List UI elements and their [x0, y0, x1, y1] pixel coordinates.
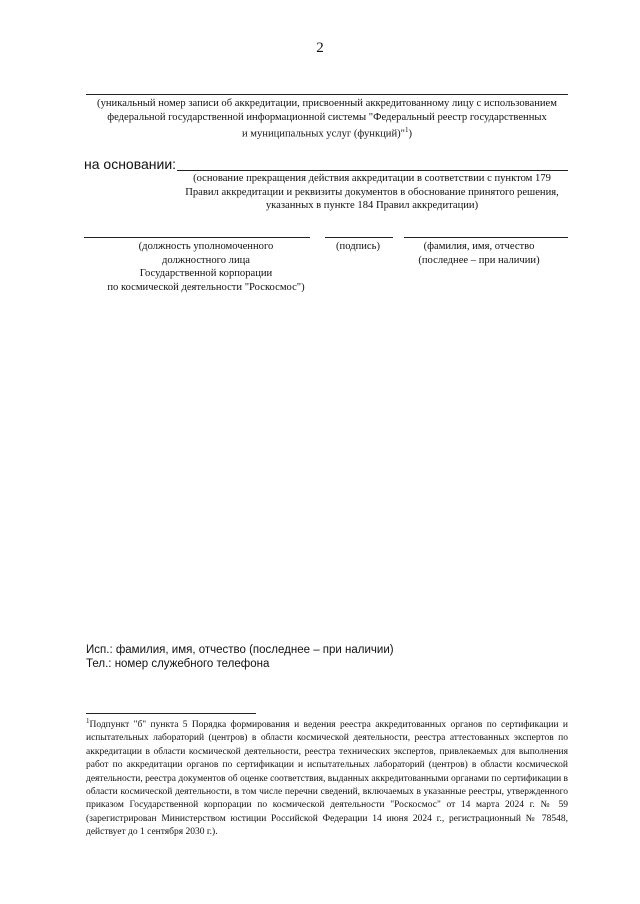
footnote	[86, 716, 569, 840]
record-caption-line	[80, 124, 574, 141]
record-number-caption	[80, 97, 574, 141]
executor-info: Исп.: фамилия, имя, отчество (последнее – при наличии)	[86, 644, 394, 656]
name-caption-line: (фамилия, имя, отчество	[423, 241, 535, 252]
footnote-reference: 1	[404, 126, 409, 134]
record-caption-line: федеральной государственной информационной системы "Федеральный реестр государственных	[107, 111, 547, 123]
footnote-text: Подпункт "б" пункта 5 Порядка формирования и ведения реестра аккредитованных органов по сертификации и испытательных лабораторий (центров) в области космической деятельности, реестра аттестованных экспертов по аккредитации в области космической деятельности, реестра технических экспертов, привлекаемых для выполнения работ по аккредитации органов по сертификации и испытательных лабораторий (центров) в области космической деятельности, реестра документов об оценке соответствия, выданных аккредитованными органами по сертификации в области космической деятельности, в том числе перечни сведений, включаемых в указанные реестры, утвержденного приказом Государственной корпорации по космической деятельности "Роскосмос" от 14 марта 2024 г. № 59 (зарегистрирован Министерством юстиции Российской Федерации 14 июня 2024 г., регистрационный № 78548, действует до 1 сентября 2030 г.).	[86, 720, 569, 838]
position-line	[84, 237, 310, 238]
signature-caption: (подпись)	[336, 241, 380, 252]
footnote-marker: 1	[86, 716, 90, 725]
basis-line	[177, 170, 568, 171]
record-caption-text: и муниципальных услуг (функций)"	[241, 128, 405, 140]
basis-caption-line: Правил аккредитации и реквизиты документов в обоснование принятого решения,	[185, 186, 559, 198]
footnote-separator	[86, 713, 256, 714]
position-caption	[94, 240, 318, 294]
name-caption-line: (последнее – при наличии)	[418, 254, 540, 266]
name-line	[404, 237, 568, 238]
signature-line	[325, 237, 393, 238]
basis-caption-line: указанных в пункте 184 Правил аккредитации)	[265, 200, 479, 211]
basis-caption	[172, 172, 572, 213]
basis-label: на основании:	[84, 156, 177, 172]
position-caption-line: Государственной корпорации	[139, 268, 273, 279]
record-caption-close: )	[408, 128, 413, 140]
record-number-line	[86, 94, 568, 95]
phone-info: Тел.: номер служебного телефона	[86, 658, 270, 670]
position-caption-line: по космической деятельности "Роскосмос")	[107, 281, 305, 293]
record-caption-line: (уникальный номер записи об аккредитации, присвоенный аккредитованному лицу с использованием	[97, 98, 557, 109]
basis-caption-line: (основание прекращения действия аккредитации в соответствии с пунктом 179	[193, 173, 551, 184]
position-caption-line: должностного лица	[161, 254, 251, 266]
name-caption	[398, 240, 560, 267]
page-number: 2	[316, 40, 324, 56]
position-caption-line: (должность уполномоченного	[138, 241, 274, 252]
